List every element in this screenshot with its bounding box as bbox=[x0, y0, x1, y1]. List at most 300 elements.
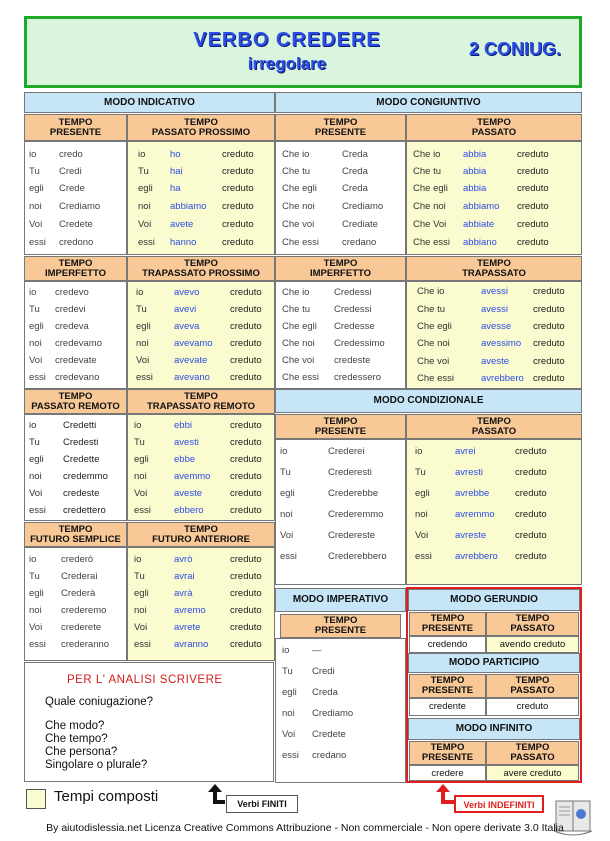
pronoun: Tu bbox=[29, 571, 40, 582]
auxiliary: hanno bbox=[170, 237, 197, 248]
participle: creduto bbox=[517, 219, 549, 230]
pronoun: egli bbox=[134, 588, 149, 599]
mode-congiuntivo-header: MODO CONGIUNTIVO bbox=[275, 92, 582, 113]
auxiliary: avessimo bbox=[481, 338, 522, 349]
congiuntivo-presente-header bbox=[275, 114, 406, 141]
gerundio-presente-header bbox=[409, 612, 486, 636]
pronoun: Voi bbox=[415, 530, 429, 541]
verb-form: Crederà bbox=[61, 588, 96, 599]
auxiliary: abbiamo bbox=[463, 201, 500, 212]
pronoun: Voi bbox=[282, 729, 296, 740]
pronoun: egli bbox=[134, 454, 149, 465]
auxiliary: avreste bbox=[455, 530, 487, 541]
indicativo-passato-remoto-header bbox=[24, 389, 127, 414]
indicativo-trapassato-remoto-header bbox=[127, 389, 275, 414]
auxiliary: avevate bbox=[174, 355, 208, 366]
indicativo-passato-prossimo-body bbox=[127, 141, 275, 255]
participle: creduto bbox=[533, 356, 565, 367]
analysis-title: PER L' ANALISI SCRIVERE bbox=[67, 674, 223, 686]
participle: creduto bbox=[230, 321, 262, 332]
auxiliary: avete bbox=[170, 219, 194, 230]
tense-name: TRAPASSATO REMOTO bbox=[146, 400, 256, 412]
verb-form: credevano bbox=[55, 372, 100, 383]
pronoun: egli bbox=[29, 454, 44, 465]
auxiliary: avesse bbox=[481, 321, 512, 332]
participle: creduto bbox=[230, 488, 262, 499]
tense-label: TEMPO bbox=[515, 742, 550, 753]
congiuntivo-imperfetto-header bbox=[275, 256, 406, 281]
verb-form: crederanno bbox=[61, 639, 110, 650]
verb-form: Credi bbox=[312, 666, 335, 677]
mode-participio-header: MODO PARTICIPIO bbox=[408, 653, 580, 673]
pronoun: Che tu bbox=[282, 166, 310, 177]
verb-form: credano bbox=[312, 750, 347, 761]
pronoun: noi bbox=[280, 509, 293, 520]
compound-tense-swatch bbox=[26, 789, 46, 809]
verb-form: Crediate bbox=[342, 219, 378, 230]
gerundio-passato-header bbox=[486, 612, 579, 636]
pronoun: io bbox=[415, 446, 423, 457]
tense-label: TEMPO bbox=[323, 415, 358, 427]
pronoun: io bbox=[136, 287, 144, 298]
verb-form: credano bbox=[342, 237, 377, 248]
pronoun: io bbox=[29, 149, 37, 160]
auxiliary: aveste bbox=[174, 488, 202, 499]
participle: creduto bbox=[222, 201, 254, 212]
pronoun: io bbox=[29, 554, 37, 565]
participle: creduto bbox=[515, 509, 547, 520]
indicativo-trapassato-remoto-body bbox=[127, 414, 275, 521]
tense-name: FUTURO ANTERIORE bbox=[152, 533, 250, 545]
tense-name: PASSATO bbox=[510, 685, 555, 696]
infinito-passato-header bbox=[486, 741, 579, 765]
auxiliary: ebbe bbox=[174, 454, 196, 465]
license-footer: By aiutodislessia.net Licenza Creative Commons Attribuzione - Non commerciale - Non opere derivate 3.0 Italia bbox=[46, 822, 564, 834]
condizionale-passato-body bbox=[406, 439, 582, 585]
pronoun: io bbox=[134, 420, 142, 431]
pronoun: Che Voi bbox=[413, 219, 447, 230]
pronoun: Che noi bbox=[282, 338, 315, 349]
tense-name: PRESENTE bbox=[314, 126, 367, 138]
analysis-box bbox=[24, 662, 274, 782]
indicativo-imperfetto-body bbox=[24, 281, 127, 389]
indicativo-presente-header bbox=[24, 114, 127, 141]
verb-form: Credesse bbox=[334, 321, 375, 332]
mode-indicativo-header: MODO INDICATIVO bbox=[24, 92, 275, 113]
gerundio-passato-value: avendo creduto bbox=[486, 636, 579, 653]
tense-name: PRESENTE bbox=[421, 685, 474, 696]
pronoun: io bbox=[282, 645, 290, 656]
participle: creduto bbox=[230, 605, 262, 616]
infinito-passato-value: avere creduto bbox=[486, 765, 579, 781]
congiuntivo-passato-body bbox=[406, 141, 582, 255]
tense-name: PRESENTE bbox=[421, 623, 474, 634]
tense-label: TEMPO bbox=[58, 390, 93, 402]
pronoun: Voi bbox=[29, 355, 43, 366]
auxiliary: avremo bbox=[174, 605, 206, 616]
pronoun: Che io bbox=[413, 149, 441, 160]
pronoun: Che voi bbox=[417, 356, 450, 367]
auxiliary: avrò bbox=[174, 554, 193, 565]
verb-form: Crederemmo bbox=[328, 509, 384, 520]
verb-form: Crediamo bbox=[342, 201, 384, 212]
tense-label: TEMPO bbox=[515, 675, 550, 686]
pronoun: Che noi bbox=[413, 201, 446, 212]
verb-form: Creda bbox=[342, 166, 368, 177]
indefinite-verbs-label: Verbi INDEFINITI bbox=[454, 795, 544, 813]
pronoun: noi bbox=[29, 201, 42, 212]
mode-infinito-header: MODO INFINITO bbox=[408, 718, 580, 740]
verb-title: VERBO CREDERE bbox=[193, 29, 381, 51]
pronoun: Tu bbox=[136, 304, 147, 315]
tense-label: TEMPO bbox=[184, 390, 218, 402]
pronoun: Che essi bbox=[282, 372, 319, 383]
pronoun: Tu bbox=[29, 437, 40, 448]
indicativo-passato-remoto-body bbox=[24, 414, 127, 521]
participle: creduto bbox=[533, 286, 565, 297]
pronoun: Che io bbox=[417, 286, 445, 297]
pronoun: egli bbox=[138, 183, 153, 194]
auxiliary: abbiano bbox=[463, 237, 497, 248]
participle: creduto bbox=[230, 454, 262, 465]
tense-label: TEMPO bbox=[477, 257, 511, 269]
auxiliary: avrebbero bbox=[455, 551, 498, 562]
auxiliary: avrai bbox=[174, 571, 195, 582]
auxiliary: abbiamo bbox=[170, 201, 207, 212]
verb-form: Credi bbox=[59, 166, 82, 177]
verb-form: Crederai bbox=[61, 571, 98, 582]
verb-form: Crederebbero bbox=[328, 551, 387, 562]
verb-form: credettero bbox=[63, 505, 106, 516]
verb-form: credevo bbox=[55, 287, 89, 298]
participle: creduto bbox=[222, 166, 254, 177]
congiuntivo-presente-body bbox=[275, 141, 406, 255]
mode-condizionale-header: MODO CONDIZIONALE bbox=[275, 389, 582, 413]
infinito-presente-value: credere bbox=[409, 765, 486, 781]
mode-imperativo-header: MODO IMPERATIVO bbox=[275, 588, 406, 612]
tense-name: PASSATO REMOTO bbox=[31, 400, 120, 412]
pronoun: essi bbox=[280, 551, 297, 562]
tense-name: PRESENTE bbox=[421, 752, 474, 763]
pronoun: Che egli bbox=[282, 183, 317, 194]
auxiliary: avevamo bbox=[174, 338, 213, 349]
tense-label: TEMPO bbox=[515, 613, 550, 624]
condizionale-passato-header bbox=[406, 414, 582, 439]
imperativo-presente-body bbox=[275, 638, 406, 783]
pronoun: Che essi bbox=[282, 237, 319, 248]
auxiliary: avevo bbox=[174, 287, 200, 298]
auxiliary: ebbero bbox=[174, 505, 204, 516]
auxiliary: avevi bbox=[174, 304, 197, 315]
analysis-question: Singolare o plurale? bbox=[45, 759, 148, 771]
verb-form: Credessi bbox=[334, 304, 372, 315]
participle: creduto bbox=[517, 201, 549, 212]
tense-label: TEMPO bbox=[184, 257, 218, 269]
pronoun: io bbox=[29, 287, 37, 298]
verb-subtitle: irregolare bbox=[247, 54, 327, 73]
analysis-question: Che persona? bbox=[45, 746, 118, 758]
pronoun: Tu bbox=[415, 467, 426, 478]
participle: creduto bbox=[517, 149, 549, 160]
pronoun: essi bbox=[29, 237, 46, 248]
tense-label: TEMPO bbox=[477, 116, 511, 128]
condizionale-presente-body bbox=[275, 439, 406, 585]
pronoun: Che egli bbox=[417, 321, 452, 332]
condizionale-presente-header bbox=[275, 414, 406, 439]
participle: creduto bbox=[230, 505, 262, 516]
tense-label: TEMPO bbox=[430, 742, 465, 753]
pronoun: egli bbox=[415, 488, 430, 499]
pronoun: Che io bbox=[282, 287, 310, 298]
tense-label: TEMPO bbox=[430, 613, 465, 624]
auxiliary: avrebbe bbox=[455, 488, 490, 499]
participle: creduto bbox=[517, 166, 549, 177]
participio-passato-header bbox=[486, 674, 579, 698]
gerundio-presente-value: credendo bbox=[409, 636, 486, 653]
congiuntivo-trapassato-body bbox=[406, 281, 582, 389]
verb-form: Credessi bbox=[334, 287, 372, 298]
verb-form: Credete bbox=[59, 219, 93, 230]
participle: creduto bbox=[515, 467, 547, 478]
auxiliary: hai bbox=[170, 166, 183, 177]
verb-form: Creda bbox=[312, 687, 338, 698]
title-box bbox=[24, 16, 582, 88]
participle: creduto bbox=[230, 372, 262, 383]
analysis-question: Che modo? bbox=[45, 720, 105, 732]
participle: creduto bbox=[515, 488, 547, 499]
pronoun: Che essi bbox=[413, 237, 450, 248]
verb-form: Creda bbox=[342, 183, 368, 194]
congiuntivo-imperfetto-body bbox=[275, 281, 406, 389]
auxiliary: avrebbero bbox=[481, 373, 524, 384]
participle: creduto bbox=[230, 304, 262, 315]
infinito-presente-header bbox=[409, 741, 486, 765]
participle: creduto bbox=[230, 355, 262, 366]
tense-label: TEMPO bbox=[323, 116, 358, 128]
tense-name: PASSATO bbox=[471, 126, 517, 138]
verb-form: credono bbox=[59, 237, 94, 248]
tense-name: FUTURO SEMPLICE bbox=[30, 533, 121, 545]
tense-name: PASSATO bbox=[471, 425, 517, 437]
tense-label: TEMPO bbox=[430, 675, 465, 686]
arrow-up-icon bbox=[205, 782, 225, 808]
verb-form: credevate bbox=[55, 355, 97, 366]
tense-name: TRAPASSATO bbox=[462, 267, 526, 279]
verb-form: Credete bbox=[312, 729, 346, 740]
participle: creduto bbox=[222, 237, 254, 248]
pronoun: essi bbox=[138, 237, 155, 248]
verb-form: Credetti bbox=[63, 420, 97, 431]
tense-name: PRESENTE bbox=[49, 126, 102, 138]
pronoun: Che noi bbox=[282, 201, 315, 212]
auxiliary: avrà bbox=[174, 588, 193, 599]
pronoun: Che noi bbox=[417, 338, 450, 349]
auxiliary: avessi bbox=[481, 286, 508, 297]
pronoun: egli bbox=[136, 321, 151, 332]
auxiliary: avrete bbox=[174, 622, 201, 633]
pronoun: Voi bbox=[134, 488, 148, 499]
auxiliary: avesti bbox=[174, 437, 199, 448]
auxiliary: ebbi bbox=[174, 420, 192, 431]
pronoun: io bbox=[280, 446, 288, 457]
pronoun: Voi bbox=[280, 530, 294, 541]
participle: creduto bbox=[230, 471, 262, 482]
tense-name: PRESENTE bbox=[314, 625, 367, 636]
verb-form: — bbox=[312, 645, 322, 656]
tense-name: PASSATO bbox=[510, 623, 555, 634]
participle: creduto bbox=[230, 554, 262, 565]
tense-name: PRESENTE bbox=[314, 425, 367, 437]
pronoun: egli bbox=[29, 321, 44, 332]
participle: creduto bbox=[515, 530, 547, 541]
finite-verbs-label: Verbi FINITI bbox=[226, 795, 298, 813]
pronoun: Che tu bbox=[282, 304, 310, 315]
tense-label: TEMPO bbox=[323, 257, 358, 269]
participle: creduto bbox=[533, 373, 565, 384]
indicativo-passato-prossimo-header bbox=[127, 114, 275, 141]
pronoun: noi bbox=[29, 471, 42, 482]
verb-form: Crederei bbox=[328, 446, 365, 457]
pronoun: Voi bbox=[138, 219, 152, 230]
auxiliary: aveva bbox=[174, 321, 200, 332]
auxiliary: avremmo bbox=[455, 509, 495, 520]
pronoun: Voi bbox=[136, 355, 150, 366]
verb-form: Crederesti bbox=[328, 467, 372, 478]
pronoun: egli bbox=[29, 183, 44, 194]
pronoun: essi bbox=[29, 505, 46, 516]
verb-form: credevamo bbox=[55, 338, 102, 349]
analysis-question: Quale coniugazione? bbox=[45, 696, 154, 708]
participle: creduto bbox=[222, 149, 254, 160]
verb-form: crederò bbox=[61, 554, 94, 565]
verb-form: Crederebbe bbox=[328, 488, 379, 499]
imperativo-presente-header bbox=[280, 614, 401, 638]
pronoun: Che essi bbox=[417, 373, 454, 384]
pronoun: Voi bbox=[134, 622, 148, 633]
pronoun: Che voi bbox=[282, 219, 315, 230]
tense-label: TEMPO bbox=[58, 523, 93, 535]
pronoun: noi bbox=[134, 471, 147, 482]
pronoun: Voi bbox=[29, 622, 43, 633]
verb-form: Crediamo bbox=[312, 708, 354, 719]
tense-label: TEMPO bbox=[184, 116, 218, 128]
verb-form: Credesti bbox=[63, 437, 99, 448]
verb-form: Credette bbox=[63, 454, 100, 465]
indicativo-presente-body bbox=[24, 141, 127, 255]
mode-gerundio-header: MODO GERUNDIO bbox=[408, 589, 580, 611]
participle: creduto bbox=[222, 183, 254, 194]
pronoun: noi bbox=[29, 338, 42, 349]
pronoun: essi bbox=[282, 750, 299, 761]
pronoun: egli bbox=[282, 687, 297, 698]
congiuntivo-trapassato-header bbox=[406, 256, 582, 281]
pronoun: Tu bbox=[134, 437, 145, 448]
participle: creduto bbox=[230, 287, 262, 298]
verb-form: Crede bbox=[59, 183, 85, 194]
pronoun: io bbox=[29, 420, 37, 431]
participle: creduto bbox=[533, 338, 565, 349]
indicativo-imperfetto-header bbox=[24, 256, 127, 281]
participle: creduto bbox=[230, 622, 262, 633]
indicativo-futuro-semplice-header bbox=[24, 522, 127, 547]
auxiliary: abbia bbox=[463, 149, 487, 160]
pronoun: essi bbox=[415, 551, 432, 562]
indicativo-futuro-anteriore-header bbox=[127, 522, 275, 547]
conjugation-label: 2 CONIUG. bbox=[468, 39, 561, 59]
tense-label: TEMPO bbox=[184, 523, 218, 535]
pronoun: noi bbox=[29, 605, 42, 616]
pronoun: essi bbox=[29, 639, 46, 650]
pronoun: noi bbox=[138, 201, 151, 212]
participle: creduto bbox=[230, 588, 262, 599]
verb-form: credo bbox=[59, 149, 83, 160]
verb-form: credevi bbox=[55, 304, 86, 315]
pronoun: Tu bbox=[280, 467, 291, 478]
pronoun: noi bbox=[136, 338, 149, 349]
pronoun: Che voi bbox=[282, 355, 315, 366]
verb-form: Credereste bbox=[328, 530, 375, 541]
participle: creduto bbox=[517, 183, 549, 194]
participle: creduto bbox=[230, 437, 262, 448]
compound-tense-label: Tempi composti bbox=[54, 788, 159, 805]
pronoun: noi bbox=[415, 509, 428, 520]
auxiliary: avrei bbox=[455, 446, 476, 457]
pronoun: Tu bbox=[29, 304, 40, 315]
verb-form: credeva bbox=[55, 321, 89, 332]
verb-form: credeste bbox=[63, 488, 100, 499]
pronoun: essi bbox=[136, 372, 153, 383]
auxiliary: abbiate bbox=[463, 219, 495, 230]
participle: creduto bbox=[230, 338, 262, 349]
congiuntivo-passato-header bbox=[406, 114, 582, 141]
participle: creduto bbox=[230, 639, 262, 650]
verb-form: crederemo bbox=[61, 605, 107, 616]
tense-name: PASSATO bbox=[510, 752, 555, 763]
tense-label: TEMPO bbox=[477, 415, 511, 427]
tense-label: TEMPO bbox=[58, 257, 93, 269]
participle: creduto bbox=[515, 446, 547, 457]
verb-form: credessero bbox=[334, 372, 381, 383]
pronoun: Tu bbox=[282, 666, 293, 677]
indicativo-futuro-anteriore-body bbox=[127, 547, 275, 661]
verb-form: credeste bbox=[334, 355, 371, 366]
pronoun: Che egli bbox=[413, 183, 448, 194]
pronoun: egli bbox=[29, 588, 44, 599]
tense-label: TEMPO bbox=[58, 116, 93, 128]
verb-form: Creda bbox=[342, 149, 368, 160]
tense-label: TEMPO bbox=[323, 615, 358, 626]
participio-passato-value: creduto bbox=[486, 698, 579, 716]
auxiliary: abbia bbox=[463, 183, 487, 194]
tense-name: PASSATO PROSSIMO bbox=[151, 126, 251, 138]
pronoun: Che tu bbox=[413, 166, 441, 177]
participle: creduto bbox=[533, 321, 565, 332]
participle: creduto bbox=[230, 571, 262, 582]
auxiliary: avresti bbox=[455, 467, 483, 478]
tense-name: IMPERFETTO bbox=[309, 267, 372, 279]
pronoun: noi bbox=[134, 605, 147, 616]
indicativo-trapassato-prossimo-body bbox=[127, 281, 275, 389]
auxiliary: ha bbox=[170, 183, 181, 194]
pronoun: Tu bbox=[138, 166, 149, 177]
participle: creduto bbox=[515, 551, 547, 562]
tense-name: TRAPASSATO PROSSIMO bbox=[142, 267, 260, 279]
indicativo-futuro-semplice-body bbox=[24, 547, 127, 661]
participle: creduto bbox=[517, 237, 549, 248]
pronoun: io bbox=[134, 554, 142, 565]
auxiliary: avemmo bbox=[174, 471, 211, 482]
pronoun: Che tu bbox=[417, 304, 445, 315]
